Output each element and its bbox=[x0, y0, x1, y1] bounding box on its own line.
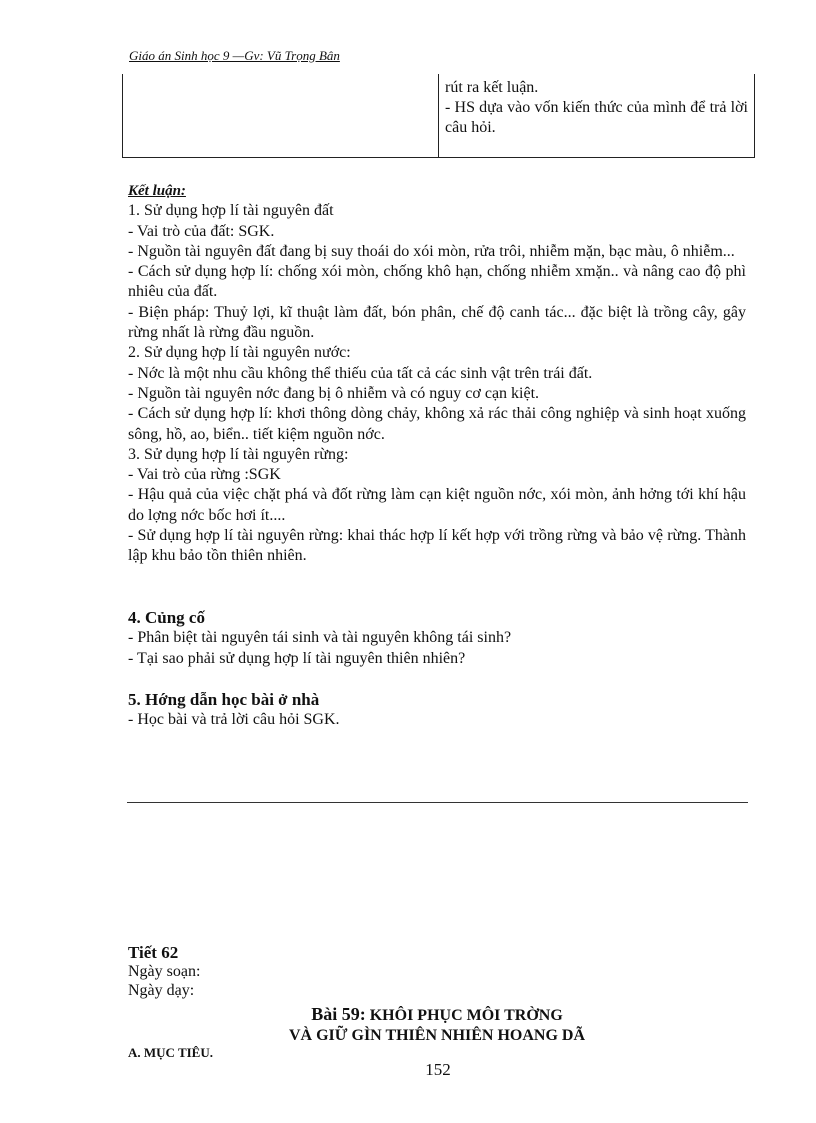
lesson-title bbox=[128, 1004, 746, 1046]
ngay-day: Ngày dạy: bbox=[128, 982, 195, 999]
table-line: - HS dựa vào vốn kiến thức của mình để trả lời câu hỏi. bbox=[445, 99, 748, 136]
ket-luan-section bbox=[128, 181, 746, 567]
table-line: rút ra kết luận. bbox=[445, 79, 539, 96]
cung-co-line: - Tại sao phải sử dụng hợp lí tài nguyên thiên nhiên? bbox=[128, 649, 466, 667]
huong-dan-title: 5. Hớng dẫn học bài ở nhà bbox=[128, 690, 320, 709]
page-number: 152 bbox=[425, 1060, 451, 1079]
ket-luan-paragraph: - Nguồn tài nguyên đất đang bị suy thoái do xói mòn, rửa trôi, nhiễm mặn, bạc màu, ô nhiễm... bbox=[128, 242, 735, 260]
ket-luan-paragraph: 2. Sử dụng hợp lí tài nguyên nước: bbox=[128, 344, 351, 362]
ket-luan-paragraph: - Cách sử dụng hợp lí: chống xói mòn, chống khô hạn, chống nhiễm xmặn.. và nâng cao độ phì nhiêu của đất. bbox=[128, 263, 746, 301]
lesson-title-line2: VÀ GIỮ GÌN THIÊN NHIÊN HOANG DÃ bbox=[288, 1027, 586, 1044]
cung-co-line: - Phân biệt tài nguyên tái sinh và tài nguyên không tái sinh? bbox=[128, 629, 512, 647]
table-right-cell bbox=[445, 78, 748, 138]
ket-luan-paragraph: - Hậu quả của việc chặt phá và đốt rừng làm cạn kiệt nguồn nớc, xói mòn, ảnh hởng tới khí hậu do lợng nớc bốc hơi ít.... bbox=[128, 486, 746, 524]
ngay-soan: Ngày soạn: bbox=[128, 963, 201, 980]
page-header: Giáo án Sinh học 9 —Gv: Vũ Trọng Bân bbox=[129, 48, 340, 63]
ket-luan-paragraph: - Nguồn tài nguyên nớc đang bị ô nhiễm và có nguy cơ cạn kiệt. bbox=[128, 384, 540, 402]
ket-luan-paragraph: - Biện pháp: Thuỷ lợi, kĩ thuật làm đất, bón phân, chế độ canh tác... đặc biệt là trồng cây, gây rừng nhất là rừng đầu nguồn. bbox=[128, 303, 746, 342]
ket-luan-paragraph: - Vai trò của đất: SGK. bbox=[128, 222, 275, 240]
ket-luan-heading: Kết luận: bbox=[128, 183, 186, 199]
cung-co-title: 4. Củng cố bbox=[128, 608, 205, 627]
tiet-block bbox=[128, 943, 200, 1000]
ket-luan-paragraph: - Vai trò của rừng :SGK bbox=[128, 466, 281, 484]
ket-luan-paragraph: 3. Sử dụng hợp lí tài nguyên rừng: bbox=[128, 445, 349, 463]
activity-table bbox=[122, 74, 755, 158]
cung-co-section bbox=[128, 608, 746, 669]
lesson-number: Bài 59: bbox=[311, 1004, 366, 1024]
lesson-title-line1 bbox=[128, 1004, 746, 1026]
lesson-name-part1: KHÔI PHỤC MÔI TRỜNG bbox=[369, 1007, 563, 1024]
ket-luan-paragraph: - Nớc là một nhu cầu không thể thiếu của tất cả các sinh vật trên trái đất. bbox=[128, 364, 593, 382]
tiet-title: Tiết 62 bbox=[128, 943, 179, 962]
huong-dan-section bbox=[128, 690, 746, 731]
ket-luan-paragraph: 1. Sử dụng hợp lí tài nguyên đất bbox=[128, 202, 334, 220]
section-divider bbox=[127, 802, 748, 803]
huong-dan-line: - Học bài và trả lời câu hỏi SGK. bbox=[128, 711, 340, 729]
table-column-divider bbox=[438, 74, 439, 157]
muc-tieu-heading: A. MỤC TIÊU. bbox=[128, 1045, 213, 1060]
ket-luan-paragraph: - Sử dụng hợp lí tài nguyên rừng: khai thác hợp lí kết hợp với trồng rừng và bảo vệ rừng. Thành lập khu bảo tồn thiên nhiên. bbox=[128, 527, 746, 565]
ket-luan-paragraph: - Cách sử dụng hợp lí: khơi thông dòng chảy, không xả rác thải công nghiệp và sinh hoạt xuống sông, hồ, ao, biển.. tiết kiệm nguồn nớc. bbox=[128, 405, 746, 443]
